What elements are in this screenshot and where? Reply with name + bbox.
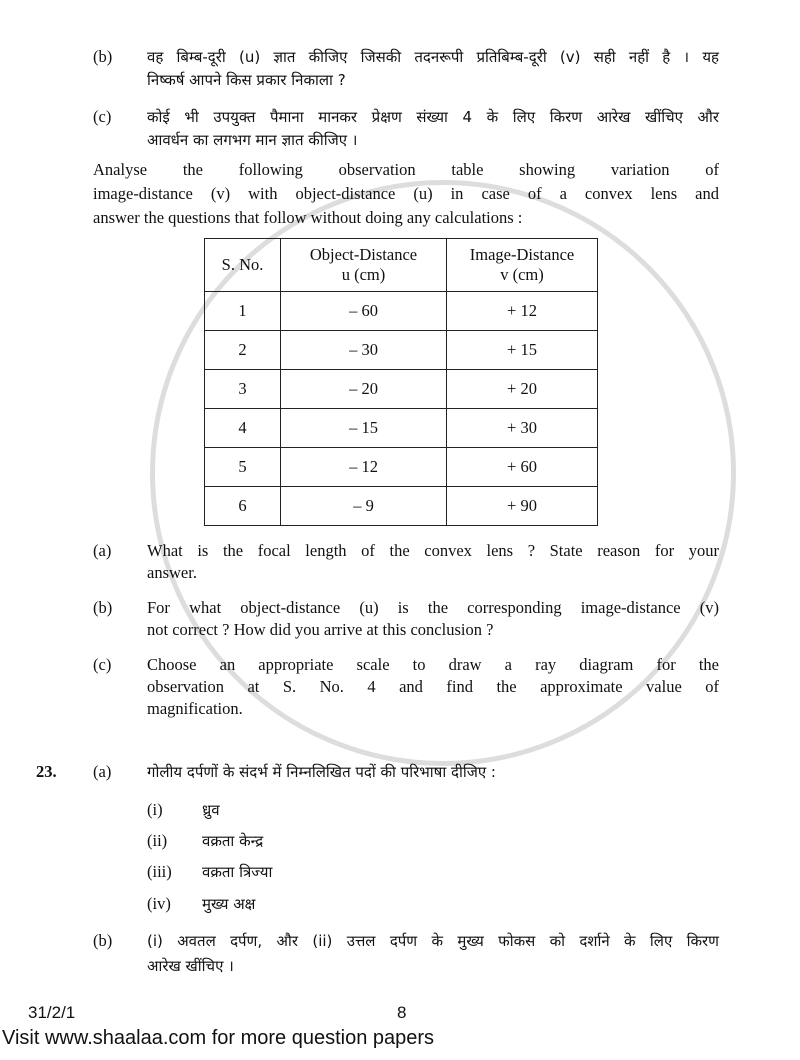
table-row bbox=[205, 292, 598, 331]
intro-line2: image-distance (v) with object-distance (u) in case of a convex lens and bbox=[93, 184, 719, 203]
label-b: (b) bbox=[93, 598, 113, 617]
question-c-hindi-line2: आवर्धन का लगभग मान ज्ञात कीजिए । bbox=[147, 131, 358, 149]
cell: 2 bbox=[205, 331, 281, 370]
cell: – 60 bbox=[281, 292, 447, 331]
header-object-distance-title: Object-Distance bbox=[309, 245, 418, 264]
table-row bbox=[205, 331, 598, 370]
cell: 6 bbox=[205, 487, 281, 526]
q23-item-label: (i) bbox=[147, 800, 163, 819]
question-b-hindi-line2: निष्कर्ष आपने किस प्रकार निकाला ? bbox=[147, 71, 346, 89]
cell: + 30 bbox=[447, 409, 598, 448]
table-row bbox=[205, 409, 598, 448]
q23-item-text: ध्रुव bbox=[202, 801, 220, 819]
cell: 3 bbox=[205, 370, 281, 409]
header-object-distance-unit: u (cm) bbox=[341, 265, 386, 284]
paper-code: 31/2/1 bbox=[28, 1003, 76, 1022]
question-a-line1: What is the focal length of the convex lens ? State reason for your bbox=[147, 541, 719, 560]
cell: 4 bbox=[205, 409, 281, 448]
visit-link[interactable]: Visit www.shaalaa.com for more question papers bbox=[2, 1027, 435, 1049]
q23-item-text: वक्रता केन्द्र bbox=[202, 832, 264, 850]
cell: + 90 bbox=[447, 487, 598, 526]
cell: + 60 bbox=[447, 448, 598, 487]
q23-item-label: (iv) bbox=[147, 894, 171, 913]
question-c-line3: magnification. bbox=[147, 699, 243, 718]
cell: – 30 bbox=[281, 331, 447, 370]
page-number: 8 bbox=[397, 1003, 407, 1022]
cell: – 20 bbox=[281, 370, 447, 409]
label-b-hindi: (b) bbox=[93, 47, 113, 66]
label-c: (c) bbox=[93, 655, 112, 674]
question-b-hindi-line1: वह बिम्ब-दूरी (u) ज्ञात कीजिए जिसकी तदनरूपी प्रतिबिम्ब-दूरी (v) सही नहीं है । यह bbox=[147, 48, 719, 66]
label-a: (a) bbox=[93, 541, 112, 560]
question-a-line2: answer. bbox=[147, 563, 197, 582]
table-row bbox=[205, 448, 598, 487]
q23-label-a: (a) bbox=[93, 762, 112, 781]
q23-item-label: (iii) bbox=[147, 862, 172, 881]
q23-item-text: वक्रता त्रिज्या bbox=[202, 863, 273, 881]
cell: + 20 bbox=[447, 370, 598, 409]
question-number-23: 23. bbox=[36, 762, 57, 781]
question-b-line1: For what object-distance (u) is the corresponding image-distance (v) bbox=[147, 598, 719, 617]
label-c-hindi: (c) bbox=[93, 107, 112, 126]
q23-item-text: मुख्य अक्ष bbox=[202, 895, 256, 913]
q23-b-line1: (i) अवतल दर्पण, और (ii) उत्तल दर्पण के मुख्य फोकस को दर्शाने के लिए किरण bbox=[147, 932, 719, 950]
table-row bbox=[205, 487, 598, 526]
cell: + 12 bbox=[447, 292, 598, 331]
q23-label-b: (b) bbox=[93, 931, 113, 950]
cell: – 15 bbox=[281, 409, 447, 448]
intro-line3: answer the questions that follow without doing any calculations : bbox=[93, 208, 523, 227]
header-image-distance-title: Image-Distance bbox=[469, 245, 575, 264]
header-image-distance-unit: v (cm) bbox=[500, 265, 544, 284]
question-b-line2: not correct ? How did you arrive at this conclusion ? bbox=[147, 620, 494, 639]
observation-table bbox=[204, 238, 598, 526]
cell: – 12 bbox=[281, 448, 447, 487]
question-c-hindi-line1: कोई भी उपयुक्त पैमाना मानकर प्रेक्षण संख्या 4 के लिए किरण आरेख खींचिए और bbox=[147, 108, 719, 126]
table-header-row bbox=[205, 239, 598, 292]
header-image-distance bbox=[447, 239, 598, 292]
cell: – 9 bbox=[281, 487, 447, 526]
cell: 5 bbox=[205, 448, 281, 487]
table-row bbox=[205, 370, 598, 409]
cell: 1 bbox=[205, 292, 281, 331]
question-c-line2: observation at S. No. 4 and find the approximate value of bbox=[147, 677, 719, 696]
header-object-distance bbox=[281, 239, 447, 292]
cell: + 15 bbox=[447, 331, 598, 370]
q23-b-line2: आरेख खींचिए । bbox=[147, 957, 234, 975]
q23-a-text: गोलीय दर्पणों के संदर्भ में निम्नलिखित पदों की परिभाषा दीजिए : bbox=[147, 763, 496, 781]
question-c-line1: Choose an appropriate scale to draw a ray diagram for the bbox=[147, 655, 719, 674]
q23-item-label: (ii) bbox=[147, 831, 168, 850]
header-sno: S. No. bbox=[205, 239, 281, 292]
intro-line1: Analyse the following observation table showing variation of bbox=[93, 160, 719, 179]
